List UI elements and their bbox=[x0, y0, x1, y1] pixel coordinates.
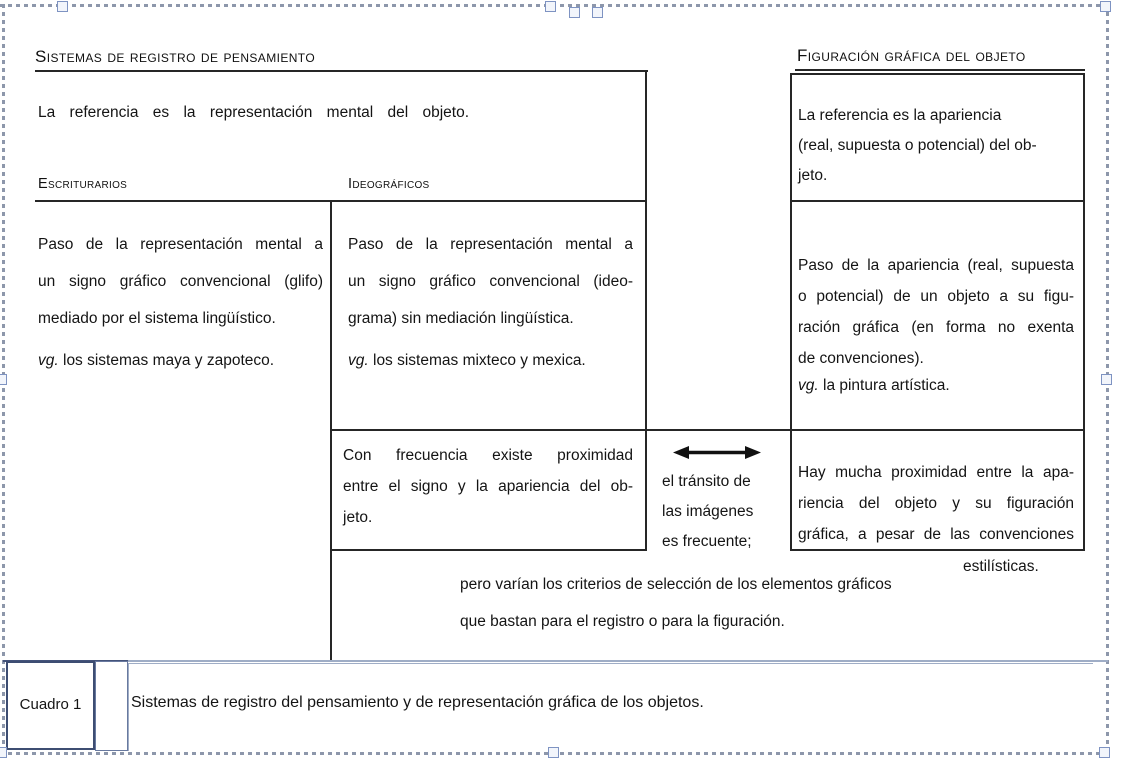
column-divider-middle bbox=[645, 70, 647, 551]
vg-label: vg. bbox=[38, 352, 59, 369]
selection-handle-bottom-left[interactable] bbox=[0, 747, 7, 758]
right-box-divider-1 bbox=[790, 200, 1085, 202]
right-proximity-cell: Hay mucha proximidad entre la apa- riencia del objeto y su figuración gráfica, a pesar de las convenciones bbox=[798, 464, 1074, 543]
ideograficos-body: Paso de la representación mental a un signo gráfico convencional (ideo- grama) sin mediación lingüística. bbox=[348, 236, 633, 327]
bottom-note: pero varían los criterios de selección de los elementos gráficos que bastan para el registro o para la figuración. bbox=[460, 576, 892, 630]
proximity-row-top-rule bbox=[330, 429, 1083, 431]
selection-handle-right-middle[interactable] bbox=[1101, 374, 1112, 385]
caption-label: Cuadro 1 bbox=[19, 696, 82, 713]
double-arrow-icon bbox=[672, 444, 762, 466]
right-example bbox=[798, 377, 950, 395]
vg-text: los sistemas maya y zapoteco. bbox=[58, 352, 275, 369]
selection-handle-bottom-right[interactable] bbox=[1099, 747, 1110, 758]
ideograficos-example bbox=[348, 352, 586, 370]
left-section-header: Sistemas de registro de pensamiento bbox=[35, 47, 316, 66]
caption-text: Sistemas de registro del pensamiento y de representación gráfica de los objetos. bbox=[131, 694, 704, 711]
left-reference-text: La referencia es la representación mental del objeto. bbox=[38, 104, 470, 121]
caption-spacer-box[interactable] bbox=[95, 661, 128, 751]
selection-handle-top-right[interactable] bbox=[1100, 1, 1111, 12]
right-box-right-rule bbox=[1083, 73, 1085, 551]
proximity-cell-bottom-rule bbox=[330, 549, 647, 551]
right-header-underline bbox=[795, 69, 1085, 71]
right-reference-text: La referencia es la apariencia (real, supuesta o potencial) del ob- jeto. bbox=[798, 107, 1037, 184]
selection-handle-left-middle[interactable] bbox=[0, 374, 7, 385]
caption-top-rule-light bbox=[128, 660, 1108, 662]
right-body: Paso de la apariencia (real, supuesta o potencial) de un objeto a su figu- ración gráfica (en forma no exenta de convenciones). bbox=[798, 257, 1074, 367]
selection-handle-top-center[interactable] bbox=[545, 1, 556, 12]
selection-handle-top-left[interactable] bbox=[57, 1, 68, 12]
column-header-ideograficos: Ideográficos bbox=[348, 176, 430, 192]
vg-text: la pintura artística. bbox=[818, 377, 950, 394]
right-box-top-rule bbox=[790, 73, 1085, 75]
right-box-left-rule bbox=[790, 73, 792, 551]
selection-handle-top-center-3[interactable] bbox=[592, 7, 603, 18]
selection-handle-top-center-2[interactable] bbox=[569, 7, 580, 18]
right-section-header: Figuración gráfica del objeto bbox=[797, 46, 1026, 65]
escriturarios-body: Paso de la representación mental a un signo gráfico convencional (glifo) mediado por el sistema lingüístico. bbox=[38, 236, 323, 327]
column-header-escriturarios: Escriturarios bbox=[38, 176, 128, 192]
column-divider-left bbox=[330, 200, 332, 661]
right-proximity-overflow: estilísticas. bbox=[963, 558, 1039, 575]
left-header-underline bbox=[35, 70, 648, 72]
left-subheader-rule bbox=[35, 200, 645, 202]
transit-text: el tránsito de las imágenes es frecuente; bbox=[662, 473, 754, 550]
selection-handle-bottom-center[interactable] bbox=[548, 747, 559, 758]
caption-frame-top bbox=[128, 663, 1093, 664]
vg-text: los sistemas mixteco y mexica. bbox=[368, 352, 586, 369]
proximity-cell: Con frecuencia existe proximidad entre el signo y la apariencia del ob- jeto. bbox=[343, 447, 633, 526]
vg-label: vg. bbox=[348, 352, 369, 369]
caption-frame-left bbox=[128, 663, 129, 751]
vg-label: vg. bbox=[798, 377, 819, 394]
escriturarios-example bbox=[38, 352, 274, 370]
